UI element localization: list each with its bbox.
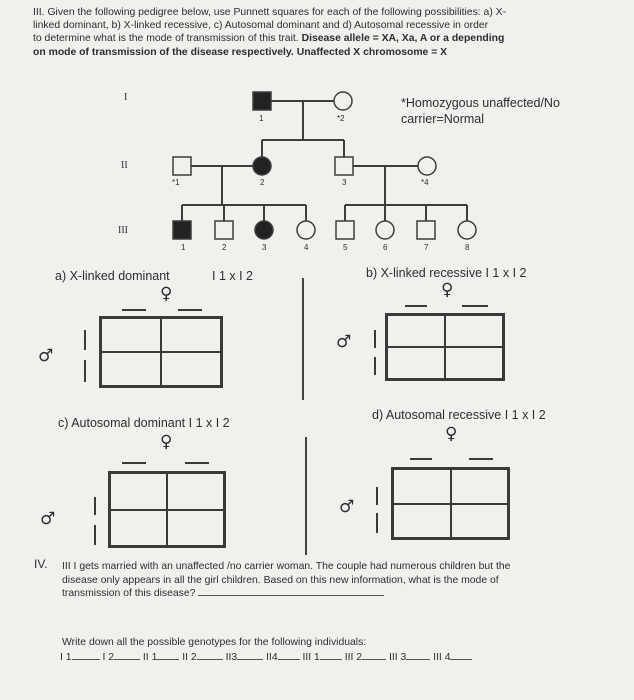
- genotype-blank[interactable]: [278, 659, 300, 660]
- panel-a-cross: I 1 x I 2: [212, 269, 253, 283]
- male-symbol: ♂: [40, 509, 56, 529]
- individual-III-6: [376, 221, 394, 239]
- panel-d-title: d) Autosomal recessive I 1 x I 2: [372, 408, 546, 422]
- individual-I-2: [334, 92, 352, 110]
- divider: [305, 437, 307, 555]
- genotype-label: III 4: [433, 651, 451, 663]
- genotypes-question: [62, 636, 622, 664]
- male-symbol: ♂: [38, 346, 54, 366]
- individual-III-5: [336, 221, 354, 239]
- genotype-blank[interactable]: [157, 659, 179, 660]
- label-I-2: *2: [337, 114, 345, 123]
- genotype-row: [60, 651, 622, 665]
- individual-I-1: [253, 92, 271, 110]
- genotype-blank[interactable]: [197, 659, 223, 660]
- individual-II-3: [335, 157, 353, 175]
- pedigree-chart: [0, 0, 634, 270]
- genotype-label: I 1: [60, 651, 72, 663]
- punnett-square-d[interactable]: [391, 467, 510, 540]
- female-symbol: ♀: [441, 280, 454, 300]
- genotype-label: III 3: [388, 651, 407, 663]
- genotype-label: III 2: [344, 651, 363, 663]
- label-III-2: 2: [222, 243, 227, 252]
- section-4-number: IV.: [34, 557, 48, 571]
- label-II-1: *1: [172, 178, 180, 187]
- genotype-label: II3: [225, 651, 238, 663]
- genotype-blank[interactable]: [406, 659, 430, 660]
- label-III-8: 8: [465, 243, 470, 252]
- genotype-blank[interactable]: [320, 659, 342, 660]
- male-symbol: ♂: [336, 332, 352, 352]
- generation-label-3: III: [118, 225, 128, 236]
- section-number: III.: [33, 7, 45, 18]
- male-symbol: ♂: [339, 497, 355, 517]
- label-III-5: 5: [343, 243, 348, 252]
- divider: [302, 278, 304, 400]
- legend-line-2: carrier=Normal: [401, 112, 485, 126]
- punnett-square-c[interactable]: [108, 471, 226, 548]
- legend-line-1: *Homozygous unaffected/No: [401, 96, 560, 110]
- q4-line-3: transmission of this disease?: [62, 588, 196, 599]
- label-III-6: 6: [383, 243, 388, 252]
- female-symbol: ♀: [160, 284, 173, 304]
- label-I-1: 1: [259, 114, 264, 123]
- intro-line-3: to determine what is the mode of transmission of this trait.: [33, 33, 299, 45]
- genotype-label: II 2: [182, 651, 197, 663]
- intro-line-2: linked dominant, b) X-linked recessive, c) Autosomal dominant and d) Autosomal recessive in order: [33, 20, 489, 32]
- panel-a-title: a) X-linked dominant: [55, 269, 170, 283]
- label-III-4: 4: [304, 243, 309, 252]
- punnett-square-b[interactable]: [385, 313, 505, 381]
- label-II-3: 3: [342, 178, 347, 187]
- genotype-label: III 1: [302, 651, 320, 663]
- female-symbol: ♀: [445, 424, 458, 444]
- question-4: [62, 560, 582, 601]
- punnett-square-a[interactable]: [99, 316, 223, 388]
- intro-bold-3: Disease allele = XA, Xa, A or a depending: [301, 33, 505, 45]
- genotype-label: II 1: [142, 651, 158, 663]
- label-II-2: 2: [260, 178, 265, 187]
- genotype-blank[interactable]: [72, 659, 100, 660]
- intro-bold-4: on mode of transmission of the disease respectively. Unaffected X chromosome = X: [33, 46, 448, 58]
- panel-b-title: b) X-linked recessive I 1 x I 2: [366, 266, 527, 280]
- individual-III-2: [215, 221, 233, 239]
- individual-II-1: [173, 157, 191, 175]
- label-III-7: 7: [424, 243, 429, 252]
- generation-label-1: I: [124, 92, 128, 103]
- genotype-label: I 2: [102, 651, 115, 663]
- individual-III-3: [255, 221, 273, 239]
- female-symbol: ♀: [160, 432, 173, 452]
- genotype-blank[interactable]: [362, 659, 386, 660]
- individual-II-4: [418, 157, 436, 175]
- q4-line-1: III I gets married with an unaffected /no carrier woman. The couple had numerous children but the: [62, 561, 511, 572]
- answer-blank[interactable]: [198, 595, 384, 596]
- label-II-4: *4: [421, 178, 429, 187]
- individual-III-1: [173, 221, 191, 239]
- individual-III-4: [297, 221, 315, 239]
- genotype-blank[interactable]: [450, 659, 472, 660]
- genotypes-prompt: Write down all the possible genotypes for the following individuals:: [62, 637, 367, 648]
- generation-label-2: II: [121, 160, 128, 171]
- individual-II-2: [253, 157, 271, 175]
- individual-III-7: [417, 221, 435, 239]
- q4-line-2: disease only appears in all the girl children. Based on this new information, what is the mode of: [62, 574, 499, 586]
- label-III-1: 1: [181, 243, 186, 252]
- intro-line-1: Given the following pedigree below, use Punnett squares for each of the following possibilities: a) X-: [47, 7, 507, 18]
- genotype-blank[interactable]: [237, 659, 263, 660]
- label-III-3: 3: [262, 243, 267, 252]
- genotype-label: II4: [266, 651, 278, 663]
- genotype-blank[interactable]: [114, 659, 140, 660]
- individual-III-8: [458, 221, 476, 239]
- panel-c-title: c) Autosomal dominant I 1 x I 2: [58, 416, 230, 430]
